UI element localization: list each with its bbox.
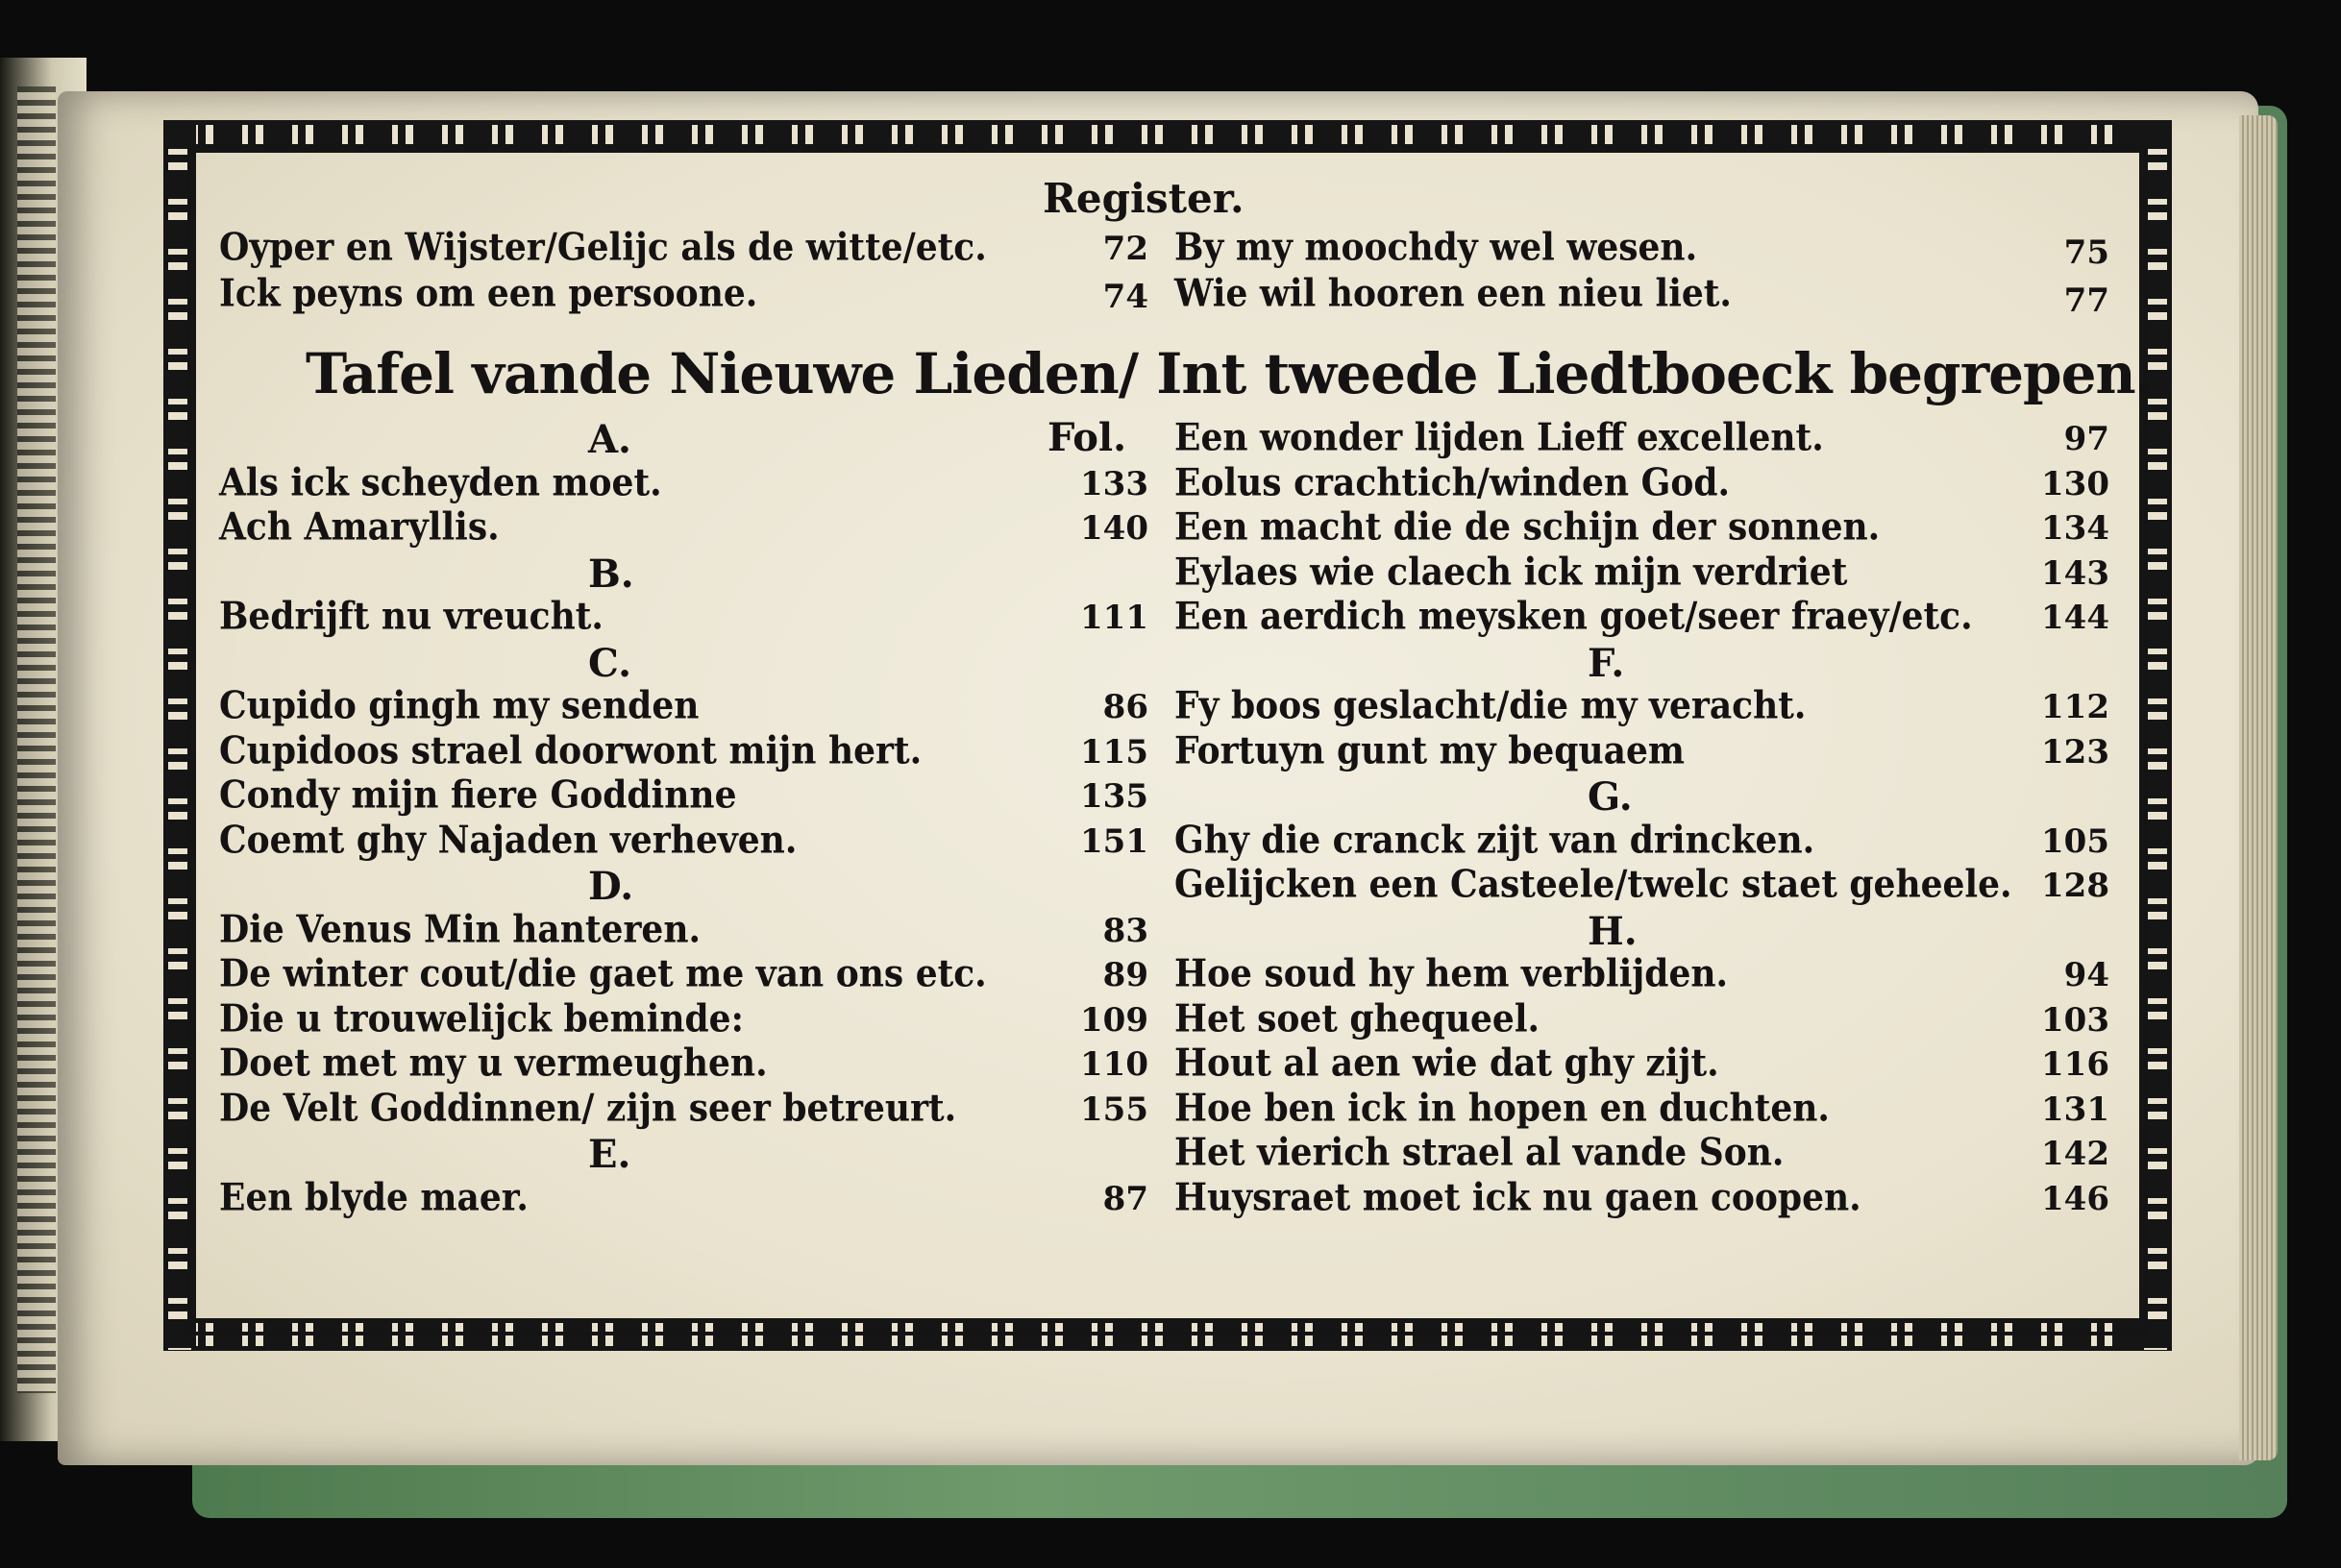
section-letter: E. [588,1132,631,1177]
folio-number: 97 [2063,420,2109,458]
folio-number: 87 [1102,1179,1148,1218]
song-entry: Die u trouwelijck beminde: [219,996,744,1041]
song-entry: Gelijcken een Casteele/twelc staet geheele. [1174,862,2012,907]
folio-number: 111 [1080,599,1148,637]
song-entry: Bedrijft nu vreucht. [219,594,604,639]
song-entry: Doet met my u vermeughen. [219,1041,768,1086]
folio-number: 144 [2041,599,2109,637]
register-page-number: 75 [2063,233,2109,272]
folio-number: 86 [1102,688,1148,726]
folio-number: 146 [2041,1179,2109,1218]
folio-number: 123 [2041,732,2109,772]
folio-number: 116 [2041,1045,2109,1084]
folio-number: 109 [1080,1000,1148,1040]
section-letter: D. [588,864,634,909]
song-entry: Het soet ghequeel. [1174,996,1540,1041]
folio-number: 140 [1080,509,1148,548]
register-entry: By my moochdy wel wesen. [1174,225,1698,270]
song-entry: Coemt ghy Najaden verheven. [219,818,798,862]
song-entry: Ghy die cranck zijt van drincken. [1174,818,1815,862]
folio-number: 83 [1102,911,1148,950]
song-entry: Fortuyn gunt my bequaem [1174,728,1685,772]
folio-number: 134 [2041,509,2109,548]
song-entry: Als ick scheyden moet. [219,460,662,504]
folio-number: 130 [2041,464,2109,503]
song-entry: De Velt Goddinnen/ zijn seer betreurt. [219,1086,957,1130]
folio-number: 89 [1102,956,1148,994]
song-entry: Huysraet moet ick nu gaen coopen. [1174,1175,1861,1219]
song-entry: Hoe ben ick in hopen en duchten. [1174,1086,1830,1130]
table-title: Tafel vande Nieuwe Lieden/ Int tweede Liedtboeck begrepen. [306,341,2154,406]
song-entry: Een wonder lijden Lieff excellent. [1174,415,1824,460]
register-page-number: 77 [2063,282,2109,320]
folio-number: 142 [2041,1135,2109,1173]
song-entry: Eylaes wie claech ick mijn verdriet [1174,550,1848,594]
register-entry: Ick peyns om een persoone. [219,271,758,316]
song-entry: Het vierich strael al vande Son. [1174,1130,1785,1175]
song-entry: Fy boos geslacht/die my veracht. [1174,683,1807,728]
song-entry: Een macht die de schijn der sonnen. [1174,504,1881,550]
section-letter: G. [1588,774,1633,820]
register-entry: Oyper en Wijster/Gelijc als de witte/etc. [219,225,987,270]
folio-number: 112 [2041,688,2109,726]
song-entry: Hoe soud hy hem verblijden. [1174,951,1729,996]
song-entry: De winter cout/die gaet me van ons etc. [219,951,987,996]
section-letter: F. [1588,640,1625,686]
folio-number: 151 [1080,821,1148,861]
song-entry: Hout al aen wie dat ghy zijt. [1174,1041,1719,1086]
song-entry: Een blyde maer. [219,1175,529,1219]
section-letter: H. [1588,908,1638,954]
folio-number: 133 [1080,464,1148,503]
song-entry: Een aerdich meysken goet/seer fraey/etc. [1174,594,1973,639]
song-entry: Cupido gingh my senden [219,683,700,728]
folio-number: 110 [1080,1045,1148,1084]
folio-number: 143 [2041,553,2109,593]
folio-number: 103 [2041,1000,2109,1040]
left-page-border [17,86,56,1393]
folio-number: 115 [1080,732,1148,772]
page-stack-edge [2239,115,2278,1460]
song-entry: Cupidoos strael doorwont mijn hert. [219,728,923,772]
folio-number: 155 [1080,1090,1148,1129]
song-entry: Die Venus Min hanteren. [219,907,702,951]
folio-number: 135 [1080,777,1148,816]
folio-number: 131 [2041,1090,2109,1129]
folio-number: 105 [2041,821,2109,861]
register-entry: Wie wil hooren een nieu liet. [1174,271,1732,316]
register-heading: Register. [1043,175,1244,222]
section-letter: A. [588,417,631,462]
section-letter: B. [588,551,634,597]
fol-label: Fol. [1047,415,1127,460]
register-page-number: 72 [1102,230,1148,268]
folio-number: 128 [2041,867,2109,905]
register-page-number: 74 [1102,278,1148,316]
song-entry: Eolus crachtich/winden God. [1174,460,1731,504]
folio-number: 94 [2063,956,2109,994]
section-letter: C. [588,640,632,686]
song-entry: Ach Amaryllis. [219,504,500,550]
song-entry: Condy mijn fiere Goddinne [219,772,737,818]
